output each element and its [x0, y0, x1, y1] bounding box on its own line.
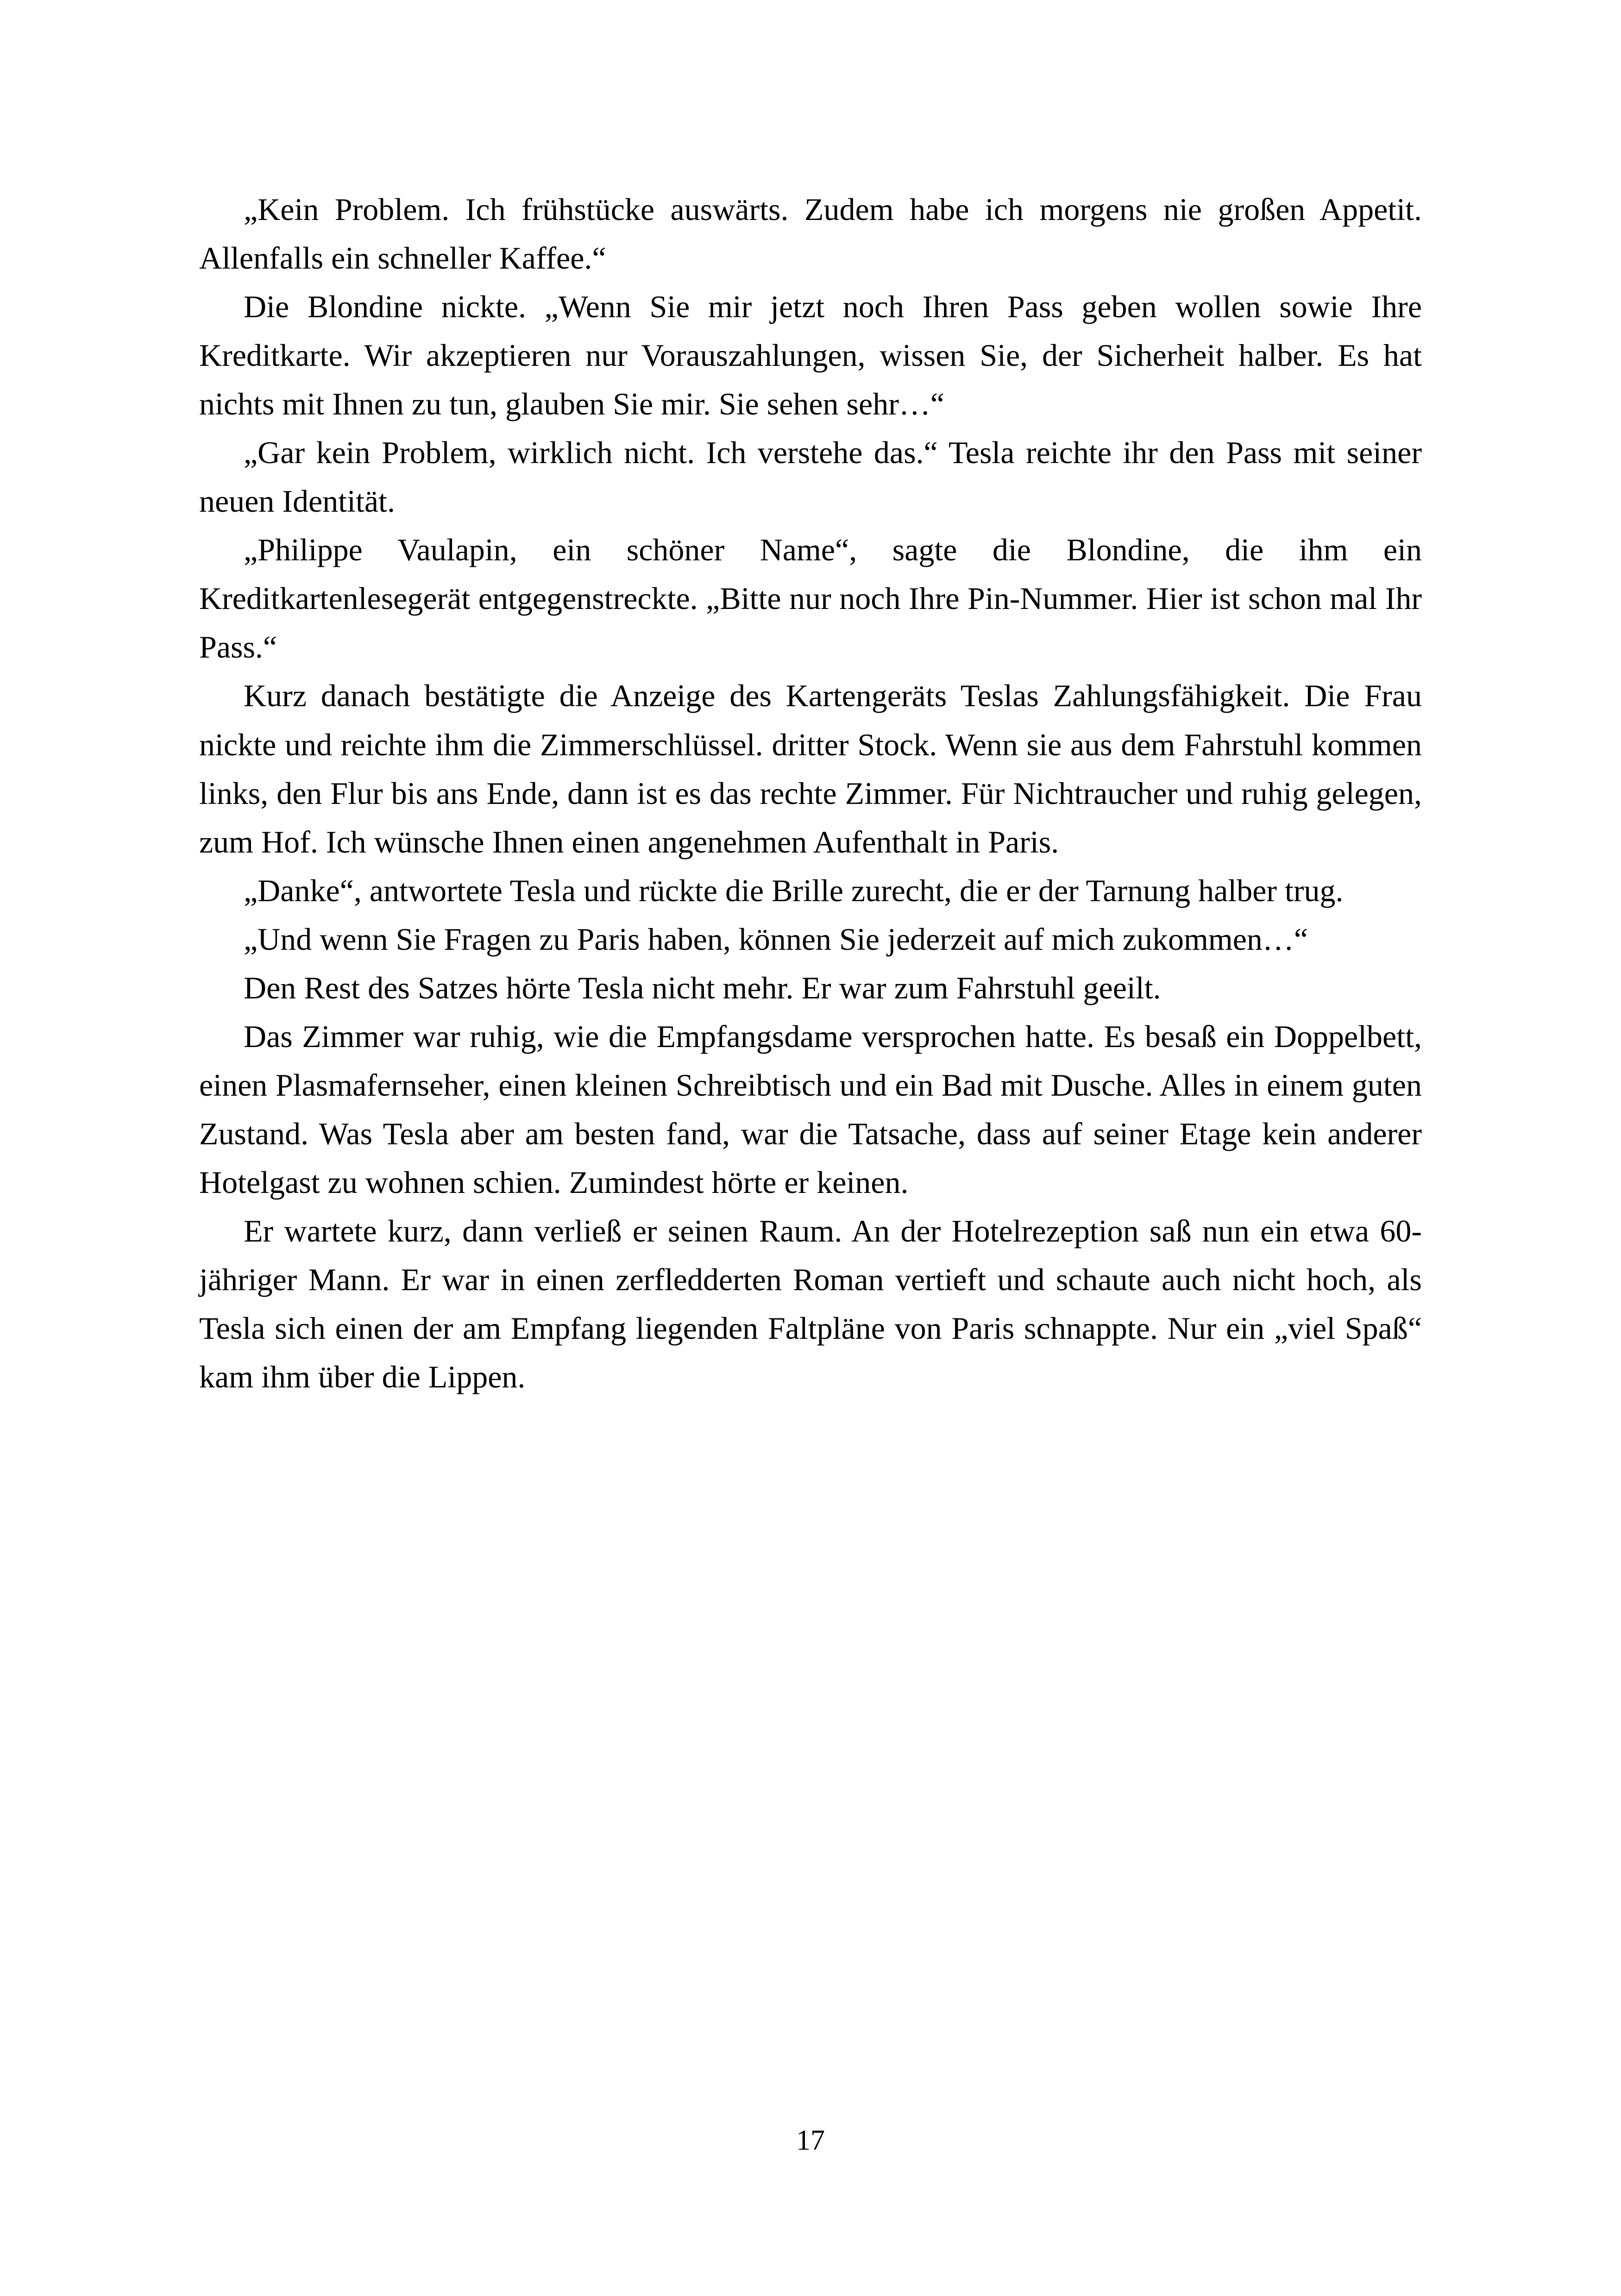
paragraph: Das Zimmer war ruhig, wie die Empfangsdame versprochen hatte. Es besaß ein Doppelbett, einen Plasmafernseher, einen kleinen Schreibtisch und ein Bad mit Dusche. Alles in einem guten Zustand. Was Tesla aber am besten fand, war die Tatsache, dass auf seiner Etage kein anderer Hotelgast zu wohnen schien. Zumindest hörte er keinen.: [199, 1018, 1422, 1200]
paragraph: Er wartete kurz, dann verließ er seinen Raum. An der Hotelrezeption saß nun ein etwa 60-jähriger Mann. Er war in einen zerfledderten Roman vertieft und schaute auch nicht hoch, als Tesla sich einen der am Empfang liegenden Faltpläne von Paris schnappte. Nur ein „viel Spaß“ kam ihm über die Lippen.: [199, 1213, 1422, 1395]
paragraph: „Und wenn Sie Fragen zu Paris haben, können Sie jederzeit auf mich zukommen…“: [244, 921, 1308, 957]
paragraph: „Gar kein Problem, wirklich nicht. Ich verstehe das.“ Tesla reichte ihr den Pass mit seiner neuen Identität.: [199, 435, 1422, 519]
paragraph: „Kein Problem. Ich frühstücke auswärts. Zudem habe ich morgens nie großen Appetit. Allenfalls ein schneller Kaffee.“: [199, 192, 1422, 276]
paragraph: Die Blondine nickte. „Wenn Sie mir jetzt noch Ihren Pass geben wollen sowie Ihre Kreditkarte. Wir akzeptieren nur Vorauszahlungen, wissen Sie, der Sicherheit halber. Es hat nichts mit Ihnen zu tun, glauben Sie mir. Sie sehen sehr…“: [199, 289, 1422, 422]
page-body: [199, 185, 1422, 1401]
paragraph: „Danke“, antwortete Tesla und rückte die Brille zurecht, die er der Tarnung halber trug.: [244, 872, 1344, 908]
page-number: 17: [796, 2125, 825, 2156]
paragraph: Den Rest des Satzes hörte Tesla nicht mehr. Er war zum Fahrstuhl geeilt.: [244, 970, 1161, 1005]
paragraph: „Philippe Vaulapin, ein schöner Name“, sagte die Blondine, die ihm ein Kreditkartenlesegerät entgegenstreckte. „Bitte nur noch Ihre Pin-Nummer. Hier ist schon mal Ihr Pass.“: [199, 532, 1422, 665]
paragraph: Kurz danach bestätigte die Anzeige des Kartengeräts Teslas Zahlungsfähigkeit. Die Frau nickte und reichte ihm die Zimmerschlüssel. dritter Stock. Wenn sie aus dem Fahrstuhl kommen links, den Flur bis ans Ende, dann ist es das rechte Zimmer. Für Nichtraucher und ruhig gelegen, zum Hof. Ich wünsche Ihnen einen angenehmen Aufenthalt in Paris.: [199, 678, 1422, 859]
